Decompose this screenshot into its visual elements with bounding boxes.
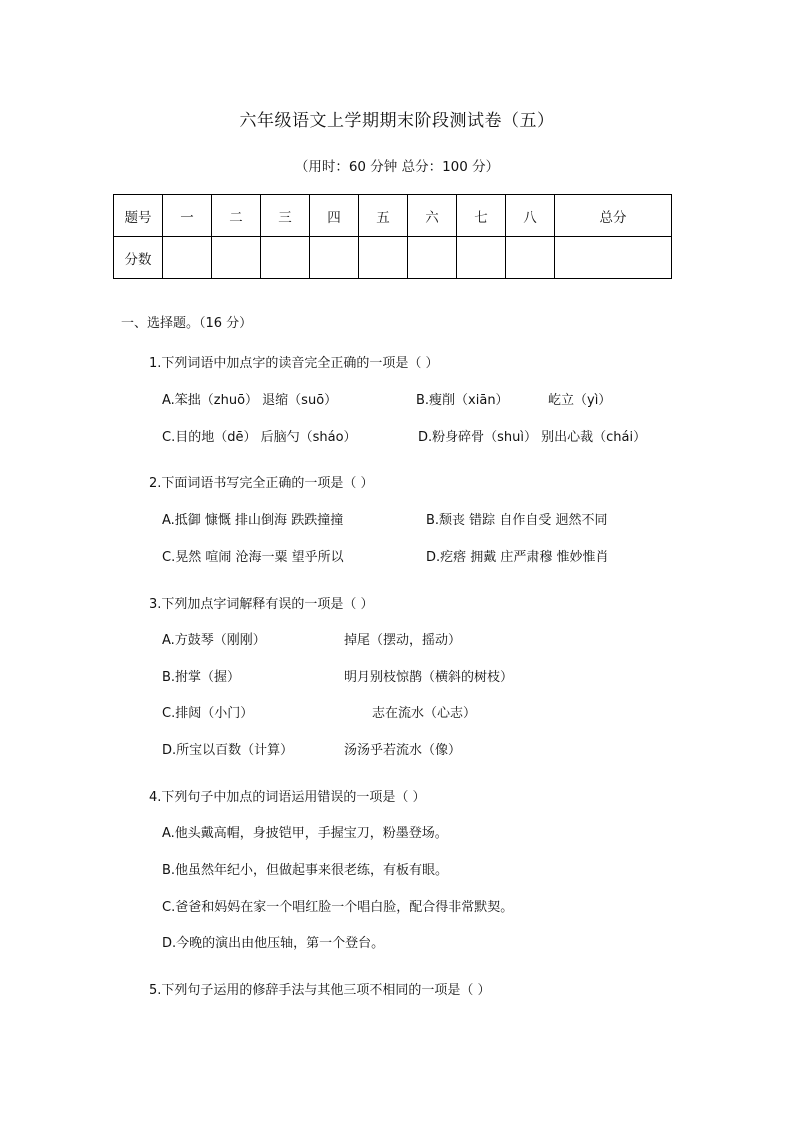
score-cell-label: 题号: [114, 195, 163, 237]
section-heading: 一、选择题。（16 分）: [121, 316, 253, 331]
score-cell-1: 一: [163, 195, 212, 237]
q4-option-c: C.爸爸和妈妈在家一个唱红脸一个唱白脸，配合得非常默契。: [162, 900, 514, 915]
score-table-score-row: [114, 237, 672, 279]
q2-option-d: D.疙瘩 拥戴 庄严肃穆 惟妙惟肖: [426, 550, 609, 565]
score-input-total: [555, 237, 672, 279]
question-5-stem: 5.下列句子运用的修辞手法与其他三项不相同的一项是（ ）: [149, 983, 491, 998]
question-2-stem: 2.下面词语书写完全正确的一项是（ ）: [149, 476, 374, 491]
score-input-2: [212, 237, 261, 279]
q2-option-a: A.抵御 慷慨 排山倒海 跌跌撞撞: [162, 513, 344, 528]
score-cell-4: 四: [310, 195, 359, 237]
q3-option-c-2: 志在流水（心志）: [372, 706, 477, 721]
q3-option-a: A.方鼓琴（刚刚）: [162, 633, 266, 648]
score-input-7: [457, 237, 506, 279]
q3-option-b-2: 明月别枝惊鹊（横斜的树枝）: [344, 670, 514, 685]
q4-option-a: A.他头戴高帽，身披铠甲，手握宝刀，粉墨登场。: [162, 826, 448, 841]
q1-option-d: D.粉身碎骨（shuì） 别出心裁（chái）: [418, 430, 647, 445]
score-input-4: [310, 237, 359, 279]
q4-option-d: D.今晚的演出由他压轴，第一个登台。: [162, 936, 385, 951]
score-table-header-row: [114, 195, 672, 237]
score-input-8: [506, 237, 555, 279]
score-cell-5: 五: [359, 195, 408, 237]
score-input-6: [408, 237, 457, 279]
score-cell-total: 总分: [555, 195, 672, 237]
score-cell-2: 二: [212, 195, 261, 237]
q3-option-d: D.所宝以百数（计算）: [162, 743, 294, 758]
q1-option-a: A.笨拙（zhuō） 退缩（suō）: [162, 393, 338, 408]
q2-option-b: B.颓丧 错踪 自作自受 迥然不同: [426, 513, 608, 528]
question-4-stem: 4.下列句子中加点的词语运用错误的一项是（ ）: [149, 790, 426, 805]
q3-option-c: C.排闼（小门）: [162, 706, 254, 721]
exam-info: （用时：60 分钟 总分：100 分）: [294, 159, 500, 175]
score-row-label: 分数: [114, 237, 163, 279]
q4-option-b: B.他虽然年纪小，但做起事来很老练，有板有眼。: [162, 863, 449, 878]
score-input-5: [359, 237, 408, 279]
score-cell-6: 六: [408, 195, 457, 237]
q3-option-b: B.拊掌（握）: [162, 670, 241, 685]
score-cell-7: 七: [457, 195, 506, 237]
q1-option-c: C.目的地（dē） 后脑勺（sháo）: [162, 430, 357, 445]
q1-option-b: B.瘦削（xiān）: [416, 393, 509, 408]
q3-option-d-2: 汤汤乎若流水（像）: [344, 743, 462, 758]
score-table: [113, 194, 672, 279]
question-1-stem: 1.下列词语中加点字的读音完全正确的一项是（ ）: [149, 356, 439, 371]
page-title: 六年级语文上学期期末阶段测试卷（五）: [239, 111, 555, 131]
q2-option-c: C.晃然 喧闹 沧海一粟 望乎所以: [162, 550, 344, 565]
score-cell-3: 三: [261, 195, 310, 237]
q1-option-b-2: 屹立（yì）: [548, 393, 612, 408]
score-cell-8: 八: [506, 195, 555, 237]
q3-option-a-2: 掉尾（摆动，摇动）: [344, 633, 462, 648]
score-input-1: [163, 237, 212, 279]
question-3-stem: 3.下列加点字词解释有误的一项是（ ）: [149, 597, 374, 612]
score-input-3: [261, 237, 310, 279]
